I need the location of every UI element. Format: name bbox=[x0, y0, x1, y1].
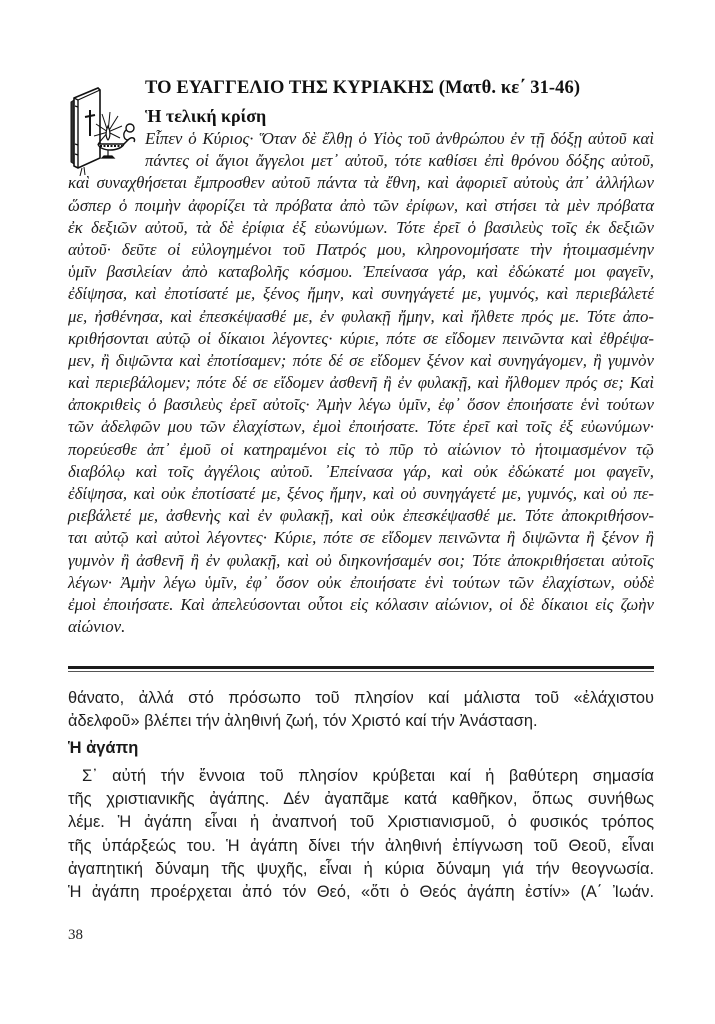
gospel-line: ἐκ δεξιῶν αὐτοῦ, τὰ δὲ ἐρίφια ἐξ εὐωνύμων. Τότε ἐρεῖ ὁ βασιλεὺς τοῖς ἐκ δεξιῶν bbox=[68, 217, 654, 237]
gospel-line: πάντες οἱ ἅγιοι ἄγγελοι μετ᾽ αὐτοῦ, τότε καθίσει ἐπὶ θρόνου δόξης αὐτοῦ, bbox=[145, 151, 654, 171]
gospel-line: ὥσπερ ὁ ποιμὴν ἀφορίζει τὰ πρόβατα ἀπὸ τῶν ἐρίφων, καὶ στήσει τὰ μὲν πρόβατα bbox=[68, 195, 654, 215]
body-line: λέμε. Ἡ ἀγάπη εἶναι ἡ ἀναπνοή τοῦ Χριστιανισμοῦ, ὁ φυσικός τρόπος bbox=[68, 813, 654, 832]
body-line: θάνατο, ἀλλά στό πρόσωπο τοῦ πλησίον καί μάλιστα τοῦ «ἐλάχιστου bbox=[68, 689, 654, 707]
paragraph-continuation bbox=[68, 687, 654, 733]
gospel-title: ΤΟ ΕΥΑΓΓΕΛΙΟ ΤΗΣ ΚΥΡΙΑΚΗΣ (Ματθ. κε΄ 31-46) bbox=[145, 78, 581, 98]
gospel-line: ἐδίψησα, καὶ οὐκ ἐποτίσατέ με, ξένος ἤμην, καὶ οὐ συνηγάγετέ με, γυμνός, καὶ οὐ πε- bbox=[68, 484, 654, 503]
gospel-subtitle: Ἡ τελική κρίση bbox=[145, 106, 267, 126]
gospel-line: αἰώνιον. bbox=[68, 617, 126, 637]
gospel-line: Εἶπεν ὁ Κύριος· Ὅταν δὲ ἔλθῃ ὁ Υἱὸς τοῦ ἀνθρώπου ἐν τῇ δόξῃ αὐτοῦ καὶ bbox=[145, 129, 654, 148]
gospel-line: γυμνὸν ἢ ἀσθενῆ ἢ ἐν φυλακῇ, καὶ οὐ διηκονήσαμέν σοι; Τότε ἀποκριθήσεται αὐτοῖς bbox=[68, 550, 654, 570]
gospel-text bbox=[68, 128, 654, 638]
section-heading-love: Ἡ ἀγάπη bbox=[68, 739, 139, 757]
gospel-line: ἐμοὶ ἐποιήσατε. Καὶ ἀπελεύσονται οὗτοι εἰς κόλασιν αἰώνιον, οἱ δὲ δίκαιοι εἰς ζωὴν bbox=[68, 594, 654, 614]
page-number: 38 bbox=[68, 927, 83, 943]
gospel-line: με, ἠσθένησα, καὶ ἐπεσκέψασθέ με, ἐν φυλακῇ ἤμην, καὶ ἤλθετε πρός με. Τότε ἀπο- bbox=[68, 306, 654, 326]
paragraph-love bbox=[68, 765, 654, 904]
gospel-line: τῶν ἀδελφῶν μου τῶν ἐλαχίστων, ἐμοὶ ἐποιήσατε. Τότε ἐρεῖ καὶ τοῖς ἐξ εὐωνύμων· bbox=[68, 417, 654, 437]
body-line: ἀδελφοῦ» βλέπει τήν ἀληθινή ζωή, τόν Χριστό καί τήν Ἀνάσταση. bbox=[68, 712, 538, 731]
body-line: Ἡ ἀγάπη προέρχεται ἀπό τόν Θεό, «ὅτι ὁ Θεός ἀγάπη ἐστίν» (Α΄ Ἰωάν. bbox=[68, 882, 654, 901]
gospel-line: ριεβάλετέ με, ἀσθενὴς καὶ ἐν φυλακῇ, καὶ οὐκ ἐπεσκέψασθέ με. Τότε ἀποκριθήσον- bbox=[68, 506, 654, 526]
gospel-line: ται αὐτῷ καὶ αὐτοὶ λέγοντες· Κύριε, πότε σε εἴδομεν πεινῶντα ἢ διψῶντα ἢ ξένον ἢ bbox=[68, 528, 654, 548]
gospel-line: ἀποκριθεὶς ὁ βασιλεὺς ἐρεῖ αὐτοῖς· Ἀμὴν λέγω ὑμῖν, ἐφ᾽ ὅσον ἐποιήσατε ἑνὶ τούτων bbox=[68, 395, 654, 415]
gospel-line: μεν, ἢ διψῶντα καὶ ἐποτίσαμεν; πότε δέ σε εἴδομεν ξένον καὶ συνηγάγομεν, ἢ γυμνὸν bbox=[68, 350, 654, 370]
gospel-line: ἐδίψησα, καὶ ἐποτίσατέ με, ξένος ἤμην, καὶ συνηγάγετέ με, γυμνός, καὶ περιεβάλετέ bbox=[68, 284, 654, 304]
gospel-line: ὑμῖν βασιλείαν ἀπὸ καταβολῆς κόσμου. Ἐπείνασα γάρ, καὶ ἐδώκατέ μοι φαγεῖν, bbox=[68, 262, 654, 282]
gospel-line: διαβόλῳ καὶ τοῖς ἀγγέλοις αὐτοῦ. ᾽Επείνασα γάρ, καὶ οὐκ ἐδώκατέ μοι φαγεῖν, bbox=[68, 461, 654, 481]
gospel-line: πορεύεσθε ἀπ᾽ ἐμοῦ οἱ κατηραμένοι εἰς τὸ πῦρ τὸ αἰώνιον τὸ ἡτοιμασμένον τῷ bbox=[68, 439, 654, 459]
body-line: Σ᾽ αὐτή τήν ἔννοια τοῦ πλησίον κρύβεται καί ἡ βαθύτερη σημασία bbox=[82, 767, 654, 785]
gospel-line: λέγων· Ἀμὴν λέγω ὑμῖν, ἐφ᾽ ὅσον οὐκ ἐποιήσατε ἑνὶ τούτων τῶν ἐλαχίστων, οὐδὲ bbox=[68, 572, 654, 592]
gospel-line: καὶ συναχθήσεται ἔμπροσθεν αὐτοῦ πάντα τὰ ἔθνη, καὶ ἀφοριεῖ αὐτοὺς ἀπ᾽ ἀλλήλων bbox=[68, 173, 654, 193]
gospel-line: κριθήσονται αὐτῷ οἱ δίκαιοι λέγοντες· κύριε, πότε σε εἴδομεν πεινῶντα καὶ ἐθρέψα- bbox=[68, 328, 654, 348]
gospel-line: αὐτοῦ· δεῦτε οἱ εὐλογημένοι τοῦ Πατρός μου, κληρονομήσατε τὴν ἡτοιμασμένην bbox=[68, 239, 654, 259]
body-line: ἀγαπητική δύναμη τῆς ψυχῆς, εἶναι ἡ κύρια δύναμη γιά τήν θεογνωσία. bbox=[68, 859, 654, 878]
double-rule-divider bbox=[68, 666, 654, 672]
body-line: τῆς χριστιανικῆς ἀγάπης. Δέν ἀγαπᾶμε κατά καθῆκον, ὅπως συνήθως bbox=[68, 790, 654, 809]
body-line: τῆς ὑπάρξεώς του. Ἡ ἀγάπη δίνει τήν ἀληθινή ἐπίγνωση τοῦ Θεοῦ, εἶναι bbox=[68, 836, 654, 855]
gospel-line: καὶ περιεβάλομεν; πότε δέ σε εἴδομεν ἀσθενῆ ἢ ἐν φυλακῇ, καὶ ἤλθομεν πρός σε; Καὶ bbox=[68, 373, 654, 393]
